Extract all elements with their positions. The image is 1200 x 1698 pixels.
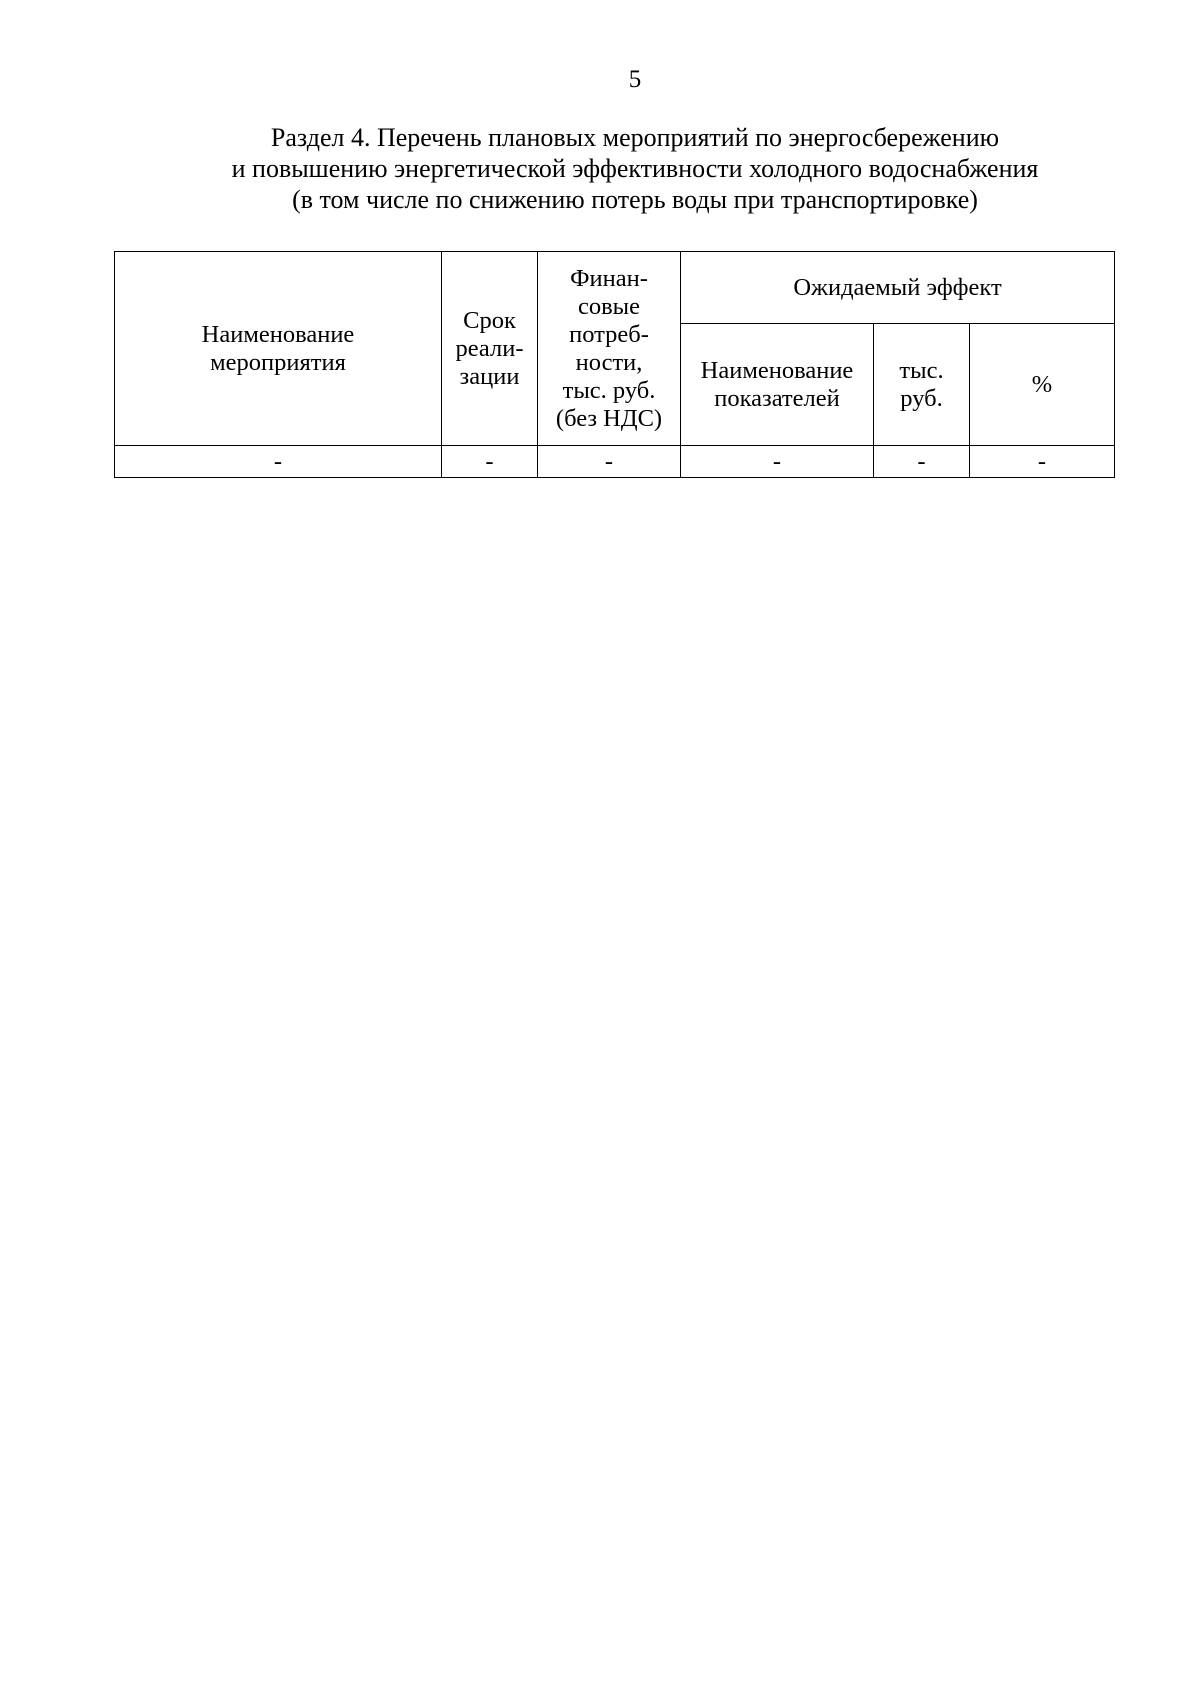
table-cell: - (970, 446, 1115, 478)
section-title (0, 122, 1200, 215)
section-title-line-1: Раздел 4. Перечень плановых мероприятий по энергосбережению (270, 123, 1000, 152)
header-measure-name: Наименование мероприятия (115, 252, 442, 446)
header-expected-effect: Ожидаемый эффект (681, 252, 1115, 324)
header-indicator-name: Наименование показателей (681, 324, 874, 446)
header-financial-needs: Финан- совые потреб- ности, тыс. руб. (без НДС) (538, 252, 681, 446)
section-title-line-2: и повышению энергетической эффективности холодного водоснабжения (231, 154, 1039, 183)
table-cell: - (681, 446, 874, 478)
table-cell: - (442, 446, 538, 478)
page-number: 5 (628, 66, 642, 93)
section-title-line-3: (в том числе по снижению потерь воды при транспортировке) (292, 185, 978, 214)
table-cell: - (115, 446, 442, 478)
measures-table (114, 251, 1115, 478)
header-implementation-term: Срок реали- зации (442, 252, 538, 446)
table-row (115, 446, 1115, 478)
table-cell: - (874, 446, 970, 478)
header-thousand-rub: тыс. руб. (874, 324, 970, 446)
header-percent: % (970, 324, 1115, 446)
table-cell: - (538, 446, 681, 478)
